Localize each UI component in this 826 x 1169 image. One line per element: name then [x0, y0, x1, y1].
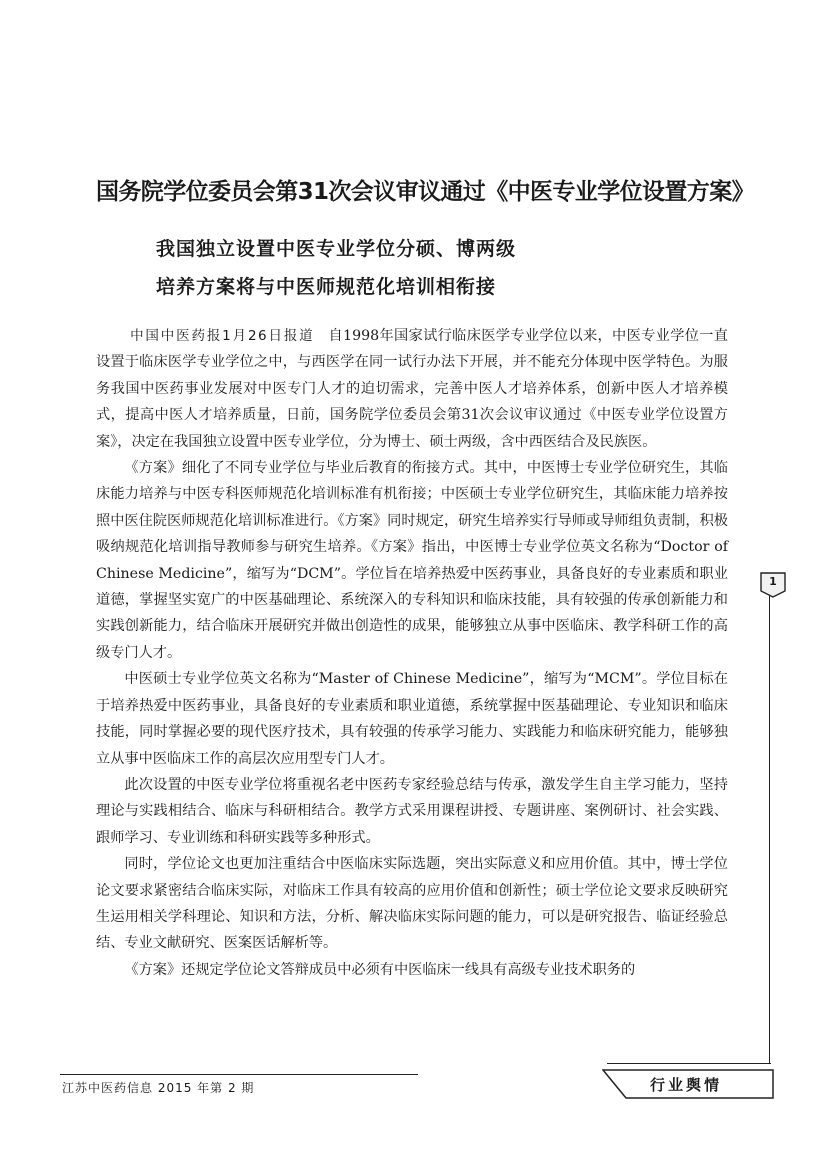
section-label: 行业舆情	[650, 1076, 723, 1094]
article-body	[96, 323, 728, 983]
article-subtitle-line2: 培养方案将与中医师规范化培训相衔接	[156, 276, 497, 298]
footer-journal: 江苏中医药信息 2015 年第 2 期	[62, 1081, 255, 1095]
article-paragraph: 中国中医药报1月26日报道 自1998年国家试行临床医学专业学位以来，中医专业学位一直设置于临床医学专业学位之中，与西医学在同一试行办法下开展，并不能充分体现中医学特色。为服务我国中医药事业发展对中医专门人才的迫切需求，完善中医人才培养体系，创新中医人才培养模式，提高中医人才培养质量，日前，国务院学位委员会第31次会议审议通过《中医专业学位设置方案》，决定在我国独立设置中医专业学位，分为博士、硕士两级，含中西医结合及民族医。	[96, 328, 728, 450]
article-paragraph: 《方案》还规定学位论文答辩成员中必须有中医临床一线具有高级专业技术职务的	[124, 961, 636, 978]
news-source: 中国中医药报1月26日报道	[130, 328, 315, 344]
article-paragraph: 《方案》细化了不同专业学位与毕业后教育的衔接方式。其中，中医博士专业学位研究生，其临床能力培养与中医专科医师规范化培训标准有机衔接；中医硕士专业学位研究生，其临床能力培养按照中医住院医师规范化培训标准进行。《方案》同时规定，研究生培养实行导师或导师组负责制，积极吸纳规范化培训指导教师参与研究生培养。《方案》指出，中医博士专业学位英文名称为“Doctor of Chinese Medicine”，缩写为“DCM”。学位旨在培养热爱中医药事业，具备良好的专业素质和职业道德，掌握坚实宽广的中医基础理论、系统深入的专科知识和临床技能，具有较强的传承创新能力和实践创新能力，结合临床开展研究并做出创造性的成果，能够独立从事中医临床、教学科研工作的高级专门人才。	[96, 460, 728, 661]
footer-rule	[60, 1074, 418, 1075]
article-paragraph: 同时，学位论文也更加注重结合中医临床实际选题，突出实际意义和应用价值。其中，博士学位论文要求紧密结合临床实际，对临床工作具有较高的应用价值和创新性；硕士学位论文要求反映研究生运用相关学科理论、知识和方法，分析、解决临床实际问题的能力，可以是研究报告、临证经验总结、专业文献研究、医案医话解析等。	[96, 856, 728, 952]
article-title: 国务院学位委员会第31次会议审议通过《中医专业学位设置方案》	[96, 179, 755, 205]
margin-rule-horizontal	[607, 1063, 771, 1064]
article-subtitle-line1: 我国独立设置中医专业学位分硕、博两级	[156, 238, 517, 260]
margin-rule-vertical	[769, 593, 770, 1063]
page-number-badge	[760, 572, 786, 598]
article-paragraph: 中医硕士专业学位英文名称为“Master of Chinese Medicine”，缩写为“MCM”。学位目标在于培养热爱中医药事业，具备良好的专业素质和职业道德，系统掌握中医基础理论、专业知识和临床技能，同时掌握必要的现代医疗技术，具有较强的传承学习能力、实践能力和临床研究能力，能够独立从事中医临床工作的高层次应用型专门人才。	[96, 671, 728, 767]
article-paragraph: 此次设置的中医专业学位将重视名老中医药专家经验总结与传承，激发学生自主学习能力，坚持理论与实践相结合、临床与科研相结合。教学方式采用课程讲授、专题讲座、案例研讨、社会实践、跟师学习、专业训练和科研实践等多种形式。	[96, 776, 728, 846]
page-number: 1	[769, 575, 777, 588]
section-tab	[602, 1069, 774, 1099]
